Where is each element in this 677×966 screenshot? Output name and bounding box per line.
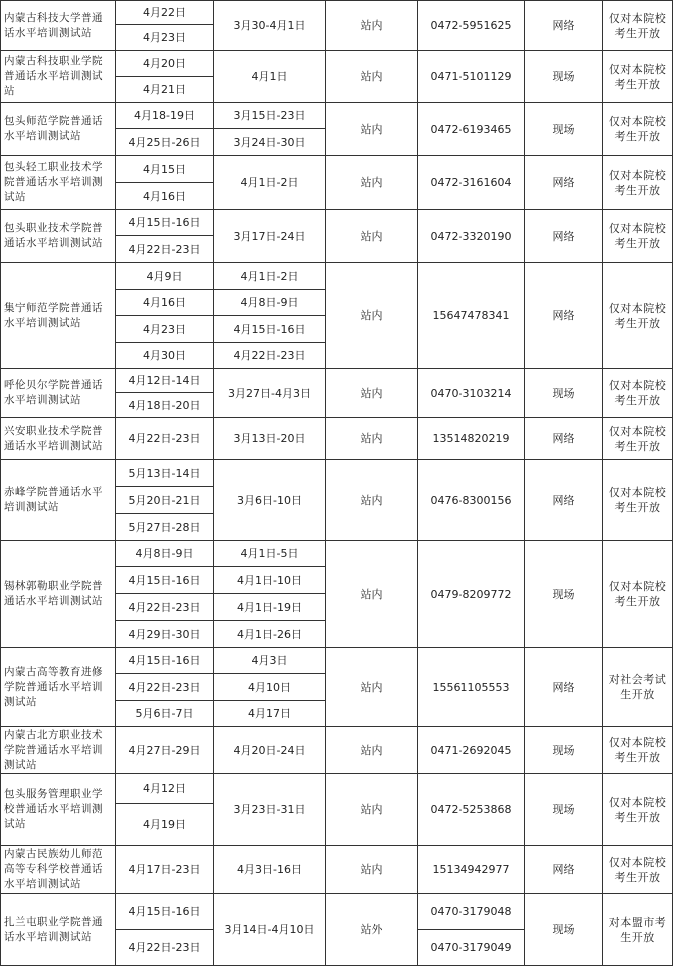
registration-date-cell: 3月13日-20日 bbox=[214, 418, 326, 460]
eligibility-note-cell: 仅对本院校考生开放 bbox=[603, 210, 673, 263]
registration-date-cell: 4月1日-2日 bbox=[214, 263, 326, 290]
station-name-cell: 内蒙古高等教育进修学院普通话水平培训测试站 bbox=[1, 648, 116, 727]
registration-date-cell: 4月8日-9日 bbox=[214, 290, 326, 316]
station-name-cell: 扎兰屯职业学院普通话水平培训测试站 bbox=[1, 894, 116, 966]
contact-phone-cell: 0476-8300156 bbox=[418, 460, 525, 541]
registration-date-cell: 4月3日-16日 bbox=[214, 846, 326, 894]
registration-date-cell: 4月1日-26日 bbox=[214, 621, 326, 648]
table-row bbox=[1, 894, 673, 930]
contact-phone-cell: 15647478341 bbox=[418, 263, 525, 369]
station-name-cell: 内蒙古科技职业学院普通话水平培训测试站 bbox=[1, 51, 116, 103]
exam-date-cell: 4月18-19日 bbox=[116, 103, 214, 129]
eligibility-note-cell: 仅对本院校考生开放 bbox=[603, 156, 673, 210]
exam-location-cell: 站内 bbox=[326, 156, 418, 210]
exam-location-cell: 站内 bbox=[326, 774, 418, 846]
table-row bbox=[1, 156, 673, 183]
exam-location-cell: 站内 bbox=[326, 541, 418, 648]
exam-date-cell: 4月22日-23日 bbox=[116, 674, 214, 701]
registration-date-cell: 4月1日 bbox=[214, 51, 326, 103]
exam-location-cell: 站内 bbox=[326, 460, 418, 541]
registration-date-cell: 4月1日-10日 bbox=[214, 567, 326, 594]
exam-date-cell: 5月27日-28日 bbox=[116, 514, 214, 541]
registration-mode-cell: 网络 bbox=[525, 846, 603, 894]
exam-date-cell: 4月15日-16日 bbox=[116, 210, 214, 236]
registration-date-cell: 3月27日-4月3日 bbox=[214, 369, 326, 418]
eligibility-note-cell: 仅对本院校考生开放 bbox=[603, 263, 673, 369]
contact-phone-cell: 15561105553 bbox=[418, 648, 525, 727]
contact-phone-cell: 0471-2692045 bbox=[418, 727, 525, 774]
exam-location-cell: 站内 bbox=[326, 1, 418, 51]
exam-location-cell: 站内 bbox=[326, 727, 418, 774]
contact-phone-cell: 0479-8209772 bbox=[418, 541, 525, 648]
eligibility-note-cell: 仅对本院校考生开放 bbox=[603, 460, 673, 541]
eligibility-note-cell: 仅对本院校考生开放 bbox=[603, 1, 673, 51]
contact-phone-cell: 0470-3103214 bbox=[418, 369, 525, 418]
contact-phone-cell: 0472-5253868 bbox=[418, 774, 525, 846]
exam-date-cell: 4月27日-29日 bbox=[116, 727, 214, 774]
registration-date-cell: 3月14日-4月10日 bbox=[214, 894, 326, 966]
exam-date-cell: 4月30日 bbox=[116, 343, 214, 369]
contact-phone-cell: 0471-5101129 bbox=[418, 51, 525, 103]
exam-date-cell: 4月17日-23日 bbox=[116, 846, 214, 894]
eligibility-note-cell: 仅对本院校考生开放 bbox=[603, 774, 673, 846]
exam-date-cell: 5月13日-14日 bbox=[116, 460, 214, 487]
table-row bbox=[1, 1, 673, 25]
table-row bbox=[1, 263, 673, 290]
station-name-cell: 包头轻工职业技术学院普通话水平培训测试站 bbox=[1, 156, 116, 210]
exam-date-cell: 4月22日-23日 bbox=[116, 594, 214, 621]
exam-date-cell: 4月23日 bbox=[116, 316, 214, 343]
exam-date-cell: 4月12日 bbox=[116, 774, 214, 804]
station-name-cell: 内蒙古民族幼儿师范高等专科学校普通话水平培训测试站 bbox=[1, 846, 116, 894]
table-row bbox=[1, 846, 673, 894]
contact-phone-cell: 0472-6193465 bbox=[418, 103, 525, 156]
registration-date-cell: 4月1日-5日 bbox=[214, 541, 326, 567]
exam-date-cell: 4月20日 bbox=[116, 51, 214, 77]
exam-date-cell: 4月9日 bbox=[116, 263, 214, 290]
registration-mode-cell: 现场 bbox=[525, 727, 603, 774]
table-row bbox=[1, 418, 673, 460]
exam-date-cell: 4月15日-16日 bbox=[116, 567, 214, 594]
station-name-cell: 锡林郭勒职业学院普通话水平培训测试站 bbox=[1, 541, 116, 648]
table-row bbox=[1, 51, 673, 77]
exam-date-cell: 4月22日-23日 bbox=[116, 236, 214, 263]
station-name-cell: 集宁师范学院普通话水平培训测试站 bbox=[1, 263, 116, 369]
table-row bbox=[1, 541, 673, 567]
table-row bbox=[1, 210, 673, 236]
exam-date-cell: 4月16日 bbox=[116, 183, 214, 210]
contact-phone-cell: 0472-3320190 bbox=[418, 210, 525, 263]
registration-date-cell: 3月15日-23日 bbox=[214, 103, 326, 129]
exam-location-cell: 站内 bbox=[326, 846, 418, 894]
contact-phone-cell: 0472-3161604 bbox=[418, 156, 525, 210]
registration-mode-cell: 现场 bbox=[525, 774, 603, 846]
table-row bbox=[1, 774, 673, 804]
registration-mode-cell: 网络 bbox=[525, 263, 603, 369]
exam-date-cell: 5月6日-7日 bbox=[116, 701, 214, 727]
contact-phone-cell: 0470-3179048 bbox=[418, 894, 525, 930]
exam-date-cell: 4月23日 bbox=[116, 25, 214, 51]
station-name-cell: 赤峰学院普通话水平培训测试站 bbox=[1, 460, 116, 541]
registration-date-cell: 4月10日 bbox=[214, 674, 326, 701]
registration-mode-cell: 网络 bbox=[525, 210, 603, 263]
exam-date-cell: 4月21日 bbox=[116, 77, 214, 103]
station-name-cell: 内蒙古科技大学普通话水平培训测试站 bbox=[1, 1, 116, 51]
registration-date-cell: 4月3日 bbox=[214, 648, 326, 674]
exam-date-cell: 4月22日-23日 bbox=[116, 930, 214, 966]
registration-date-cell: 4月1日-2日 bbox=[214, 156, 326, 210]
exam-location-cell: 站内 bbox=[326, 210, 418, 263]
registration-mode-cell: 现场 bbox=[525, 894, 603, 966]
exam-location-cell: 站内 bbox=[326, 51, 418, 103]
registration-date-cell: 3月30-4月1日 bbox=[214, 1, 326, 51]
exam-date-cell: 4月29日-30日 bbox=[116, 621, 214, 648]
exam-date-cell: 4月8日-9日 bbox=[116, 541, 214, 567]
exam-date-cell: 4月15日-16日 bbox=[116, 648, 214, 674]
registration-mode-cell: 网络 bbox=[525, 156, 603, 210]
contact-phone-cell: 0470-3179049 bbox=[418, 930, 525, 966]
registration-mode-cell: 现场 bbox=[525, 541, 603, 648]
eligibility-note-cell: 仅对本院校考生开放 bbox=[603, 727, 673, 774]
station-name-cell: 兴安职业技术学院普通话水平培训测试站 bbox=[1, 418, 116, 460]
contact-phone-cell: 0472-5951625 bbox=[418, 1, 525, 51]
eligibility-note-cell: 仅对本院校考生开放 bbox=[603, 418, 673, 460]
exam-location-cell: 站内 bbox=[326, 648, 418, 727]
exam-date-cell: 4月12日-14日 bbox=[116, 369, 214, 393]
exam-date-cell: 5月20日-21日 bbox=[116, 487, 214, 514]
station-name-cell: 呼伦贝尔学院普通话水平培训测试站 bbox=[1, 369, 116, 418]
registration-date-cell: 3月24日-30日 bbox=[214, 129, 326, 156]
registration-date-cell: 4月15日-16日 bbox=[214, 316, 326, 343]
exam-date-cell: 4月19日 bbox=[116, 804, 214, 846]
registration-mode-cell: 网络 bbox=[525, 1, 603, 51]
table-row bbox=[1, 460, 673, 487]
registration-mode-cell: 网络 bbox=[525, 418, 603, 460]
station-name-cell: 包头职业技术学院普通话水平培训测试站 bbox=[1, 210, 116, 263]
exam-date-cell: 4月15日-16日 bbox=[116, 894, 214, 930]
station-name-cell: 包头服务管理职业学校普通话水平培训测试站 bbox=[1, 774, 116, 846]
eligibility-note-cell: 仅对本院校考生开放 bbox=[603, 846, 673, 894]
exam-location-cell: 站内 bbox=[326, 103, 418, 156]
station-name-cell: 内蒙古北方职业技术学院普通话水平培训测试站 bbox=[1, 727, 116, 774]
registration-date-cell: 4月20日-24日 bbox=[214, 727, 326, 774]
registration-date-cell: 3月6日-10日 bbox=[214, 460, 326, 541]
eligibility-note-cell: 仅对本院校考生开放 bbox=[603, 369, 673, 418]
exam-date-cell: 4月22日 bbox=[116, 1, 214, 25]
exam-date-cell: 4月25日-26日 bbox=[116, 129, 214, 156]
contact-phone-cell: 13514820219 bbox=[418, 418, 525, 460]
table-row bbox=[1, 369, 673, 393]
registration-date-cell: 3月23日-31日 bbox=[214, 774, 326, 846]
exam-date-cell: 4月15日 bbox=[116, 156, 214, 183]
registration-mode-cell: 现场 bbox=[525, 103, 603, 156]
exam-location-cell: 站内 bbox=[326, 418, 418, 460]
station-name-cell: 包头师范学院普通话水平培训测试站 bbox=[1, 103, 116, 156]
eligibility-note-cell: 对社会考试生开放 bbox=[603, 648, 673, 727]
registration-mode-cell: 网络 bbox=[525, 648, 603, 727]
table-row bbox=[1, 103, 673, 129]
exam-date-cell: 4月22日-23日 bbox=[116, 418, 214, 460]
eligibility-note-cell: 仅对本院校考生开放 bbox=[603, 541, 673, 648]
table-row bbox=[1, 727, 673, 774]
table-row bbox=[1, 648, 673, 674]
exam-location-cell: 站内 bbox=[326, 263, 418, 369]
exam-date-cell: 4月16日 bbox=[116, 290, 214, 316]
registration-mode-cell: 现场 bbox=[525, 369, 603, 418]
eligibility-note-cell: 对本盟市考生开放 bbox=[603, 894, 673, 966]
eligibility-note-cell: 仅对本院校考生开放 bbox=[603, 51, 673, 103]
contact-phone-cell: 15134942977 bbox=[418, 846, 525, 894]
registration-date-cell: 3月17日-24日 bbox=[214, 210, 326, 263]
registration-date-cell: 4月17日 bbox=[214, 701, 326, 727]
exam-location-cell: 站外 bbox=[326, 894, 418, 966]
exam-location-cell: 站内 bbox=[326, 369, 418, 418]
exam-date-cell: 4月18日-20日 bbox=[116, 393, 214, 418]
registration-mode-cell: 现场 bbox=[525, 51, 603, 103]
registration-date-cell: 4月1日-19日 bbox=[214, 594, 326, 621]
registration-date-cell: 4月22日-23日 bbox=[214, 343, 326, 369]
registration-mode-cell: 网络 bbox=[525, 460, 603, 541]
eligibility-note-cell: 仅对本院校考生开放 bbox=[603, 103, 673, 156]
